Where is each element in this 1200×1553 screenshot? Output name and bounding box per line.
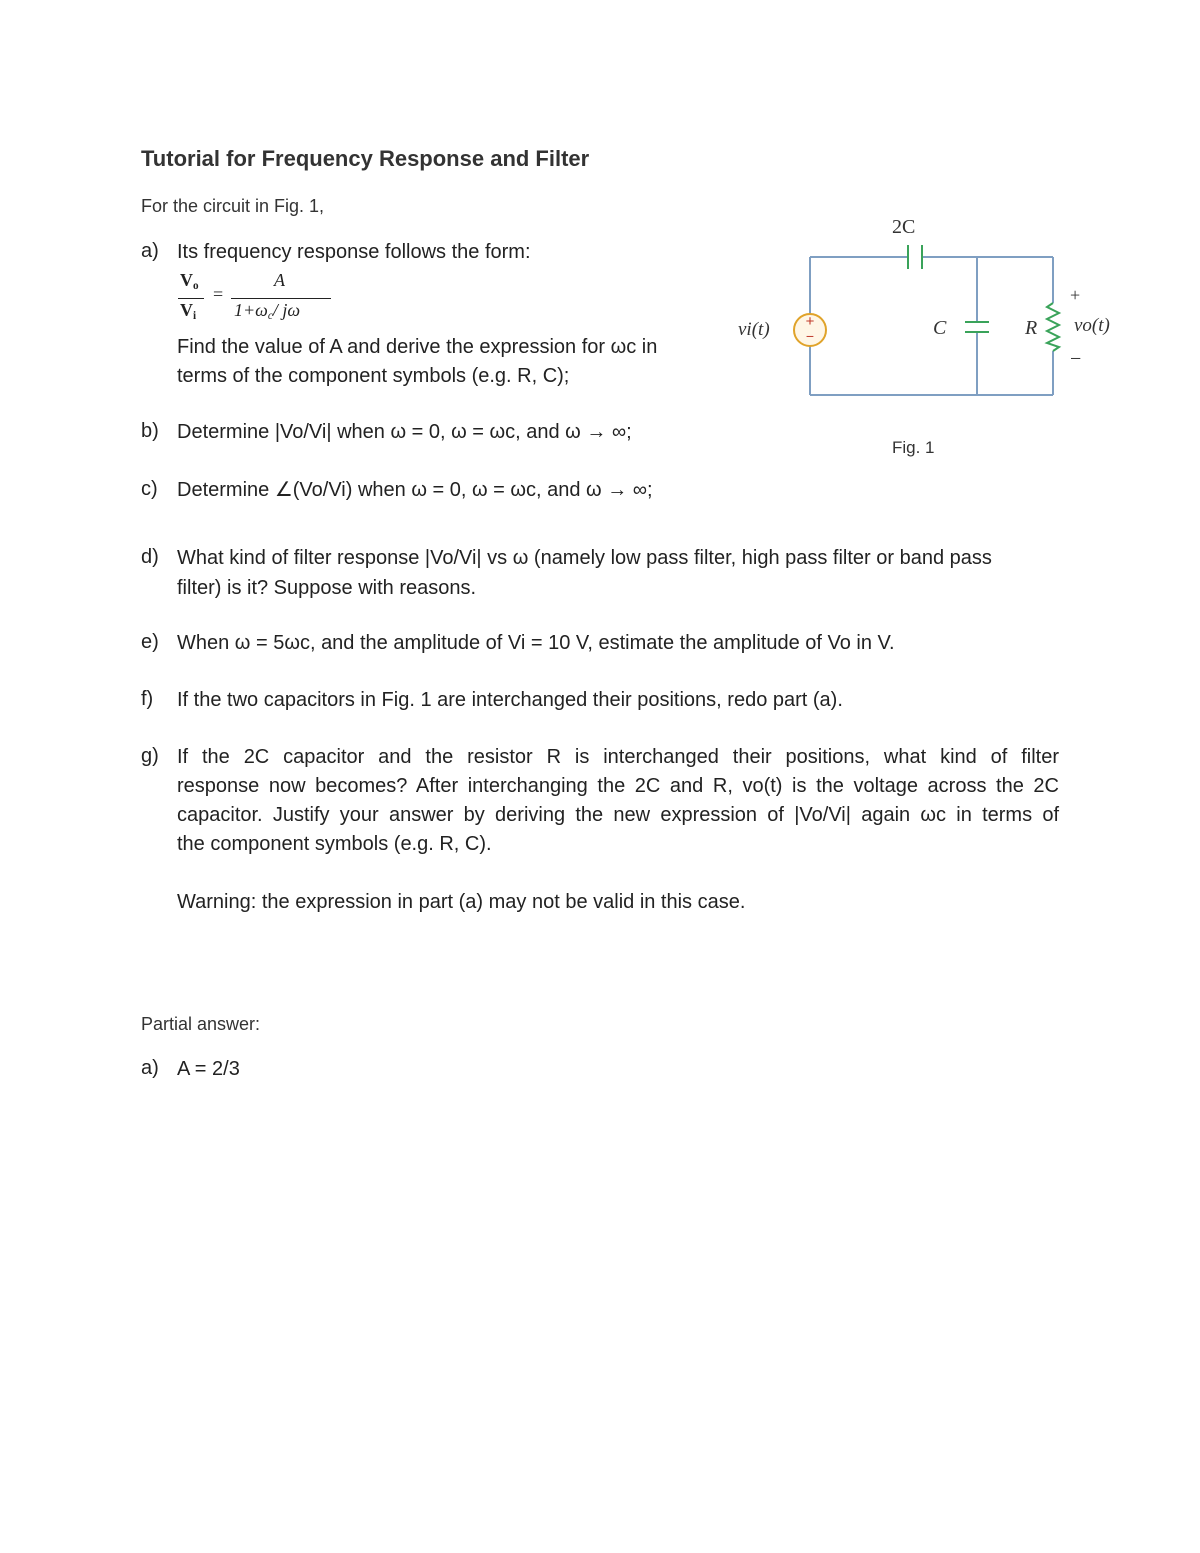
page-title: Tutorial for Frequency Response and Filter <box>141 146 590 171</box>
question-a-line3: terms of the component symbols (e.g. R, C); <box>177 365 570 387</box>
intro-text: For the circuit in Fig. 1, <box>141 196 325 216</box>
question-b-label: b) <box>141 420 159 442</box>
source-plus: + <box>805 313 815 330</box>
label-2c: 2C <box>892 216 916 238</box>
question-e-text: When ω = 5ωc, and the amplitude of Vi = 10 V, estimate the amplitude of Vo in V. <box>177 632 895 654</box>
formula-a: A <box>274 270 285 290</box>
label-c: C <box>933 317 947 339</box>
label-vo: vo(t) <box>1074 315 1110 336</box>
formula-denominator: 1+ω <box>234 300 268 320</box>
question-d-line1: What kind of filter response |Vo/Vi| vs ω (namely low pass filter, high pass filter or band pass <box>177 547 992 569</box>
question-e-label: e) <box>141 631 159 653</box>
circuit-wires <box>810 257 1053 395</box>
question-b-text: Determine |Vo/Vi| when ω = 0, ω = ωc, and ω → ∞; <box>177 421 632 443</box>
capacitor-2c <box>908 245 922 269</box>
question-d-line2: filter) is it? Suppose with reasons. <box>177 577 477 599</box>
question-g-line3: capacitor. Justify your answer by deriving the new expression of |Vo/Vi| again ωc in terms of <box>177 804 1059 826</box>
formula-right-bar <box>231 298 331 299</box>
figure-caption: Fig. 1 <box>892 438 935 457</box>
question-f-text: If the two capacitors in Fig. 1 are interchanged their positions, redo part (a). <box>177 689 843 711</box>
label-r: R <box>1025 317 1038 339</box>
formula-vi: V <box>180 300 193 320</box>
question-g-line2: response now becomes? After interchanging the 2C and R, vo(t) is the voltage across the 2C <box>177 775 1059 797</box>
question-g-line4: the component symbols (e.g. R, C). <box>177 833 492 855</box>
partial-answer-a-text: A = 2/3 <box>177 1058 240 1080</box>
circuit-diagram <box>730 205 1140 465</box>
label-vi: vi(t) <box>738 319 770 340</box>
partial-answer-heading: Partial answer: <box>141 1014 261 1034</box>
question-c-text: Determine ∠(Vo/Vi) when ω = 0, ω = ωc, and ω → ∞; <box>177 479 653 501</box>
question-g-warning: Warning: the expression in part (a) may not be valid in this case. <box>177 891 746 913</box>
formula-vo: V <box>180 270 193 290</box>
source-minus: − <box>805 328 815 344</box>
question-a-line2: Find the value of A and derive the expression for ωc in <box>177 336 658 358</box>
partial-answer-a-label: a) <box>141 1057 159 1079</box>
formula-equals: = <box>213 284 224 304</box>
formula-left-bar <box>178 298 204 299</box>
question-f-label: f) <box>141 688 154 710</box>
question-c-label: c) <box>141 478 158 500</box>
output-plus: + <box>1070 285 1081 305</box>
question-a-line1: Its frequency response follows the form: <box>177 241 531 263</box>
frequency-response-formula: $V_o$ $V_i$ = A $1+\omega_c/$ jω <box>176 270 336 330</box>
question-g-line1: If the 2C capacitor and the resistor R is interchanged their positions, what kind of filter <box>177 746 1059 768</box>
question-a-label: a) <box>141 240 159 262</box>
question-g-label: g) <box>141 745 159 767</box>
question-d-label: d) <box>141 546 159 568</box>
output-minus: − <box>1070 348 1082 370</box>
capacitor-c <box>965 322 989 332</box>
resistor-r <box>1047 303 1059 351</box>
